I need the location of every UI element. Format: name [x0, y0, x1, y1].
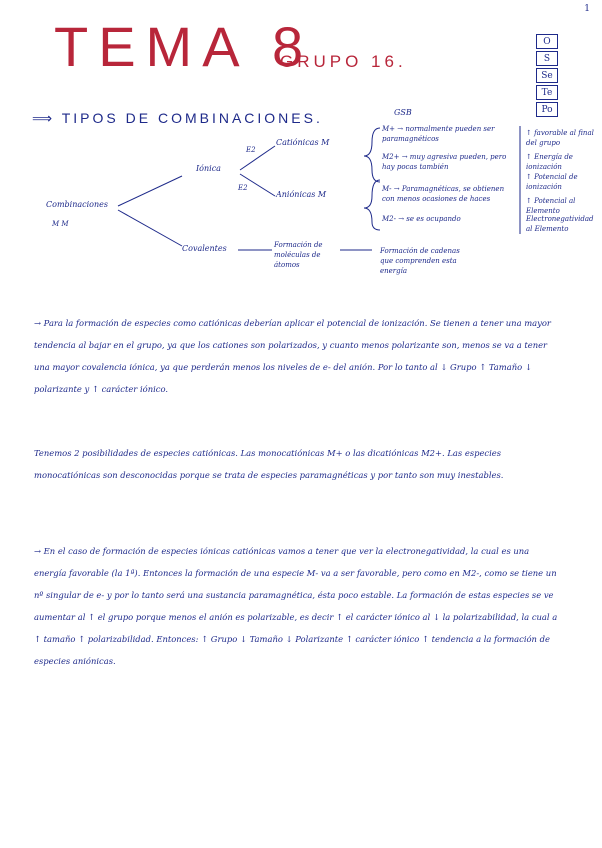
right-note-3: ↑ Potencial de ionización [526, 173, 578, 191]
element-po: Po [536, 102, 558, 117]
anions-label: Aniónicas M [276, 190, 327, 199]
section-heading-text: TIPOS DE COMBINACIONES. [61, 110, 323, 126]
diagram-root: Combinaciones [46, 200, 108, 209]
paragraph-anionic: → En el caso de formación de especies iónicas catiónicas vamos a tener que ver la electronegatividad, la cual es una energía favorable (la 1ª). Entonces la formación de una especie M- va a ser favorable, pero como en M2-, como se tiene un nº singular de e- y por lo tanto será una sustancia paramagnética, ésta poco estable. La formación de estas especies se ve aumentar al ↑ el grupo porque menos el anión es polarizable, es decir ↑ el carácter iónico al ↓ la polarizabilidad, la cual a ↑ tamaño ↑ polarizabilidad. Entonces: ↑ Grupo ↓ Tamaño ↓ Polarizante ↑ carácter iónico ↑ tendencia a la formación de especies aniónicas. [34, 546, 558, 666]
right-note-1: ↑ favorable al final del grupo [526, 129, 594, 147]
paragraph-cationic-types: Tenemos 2 posibilidades de especies catiónicas. Las monocatiónicas M+ o las dicatiónicas M2+. Las especies monocatiónicas son desconocidas porque se trata de especies paramagnéticas y por tanto son muy inestables. [34, 448, 504, 480]
branch-covalent: Covalentes [182, 244, 227, 253]
element-s: S [536, 51, 558, 66]
covalent-note: Formación de moléculas de átomos [274, 241, 323, 269]
arrow-right-icon: ⟹ [32, 110, 62, 126]
right-note-4: ↑ Potencial al Elemento [526, 197, 576, 215]
ionic-label-top: E2 [246, 146, 256, 154]
cation-note-2: M2+ → muy agresiva pueden, pero hay pocas también [382, 153, 507, 171]
cations-label: Catiónicas M [276, 138, 330, 147]
diagram-top-tag: GSB [394, 108, 412, 117]
diagram-root-tag: M M [52, 220, 69, 228]
page-title: TEMA 8 [54, 15, 314, 78]
right-note-5: Electronegatividad al Elemento [526, 215, 594, 233]
page-number: 1 [584, 4, 590, 14]
element-o: O [536, 34, 558, 49]
page-subtitle: GRUPO 16. [280, 52, 407, 71]
anion-note-1: M- → Paramagnéticas, se obtienen con menos ocasiones de haces [382, 185, 505, 203]
right-note-2: ↑ Energía de ionización [526, 153, 573, 171]
paragraph-cationic: → Para la formación de especies como catiónicas deberían aplicar el potencial de ionización. Se tienen a tener una mayor tendencia al bajar en el grupo, ya que los cationes son polarizados, y cuanto menos polarizante son, menos se va a tener una mayor covalencia iónica, ya que perderán menos los niveles de e- del anión. Por lo tanto al ↓ Grupo ↑ Tamaño ↓ polarizante y ↑ carácter iónico. [34, 318, 551, 394]
ionic-label-bottom: E2 [238, 184, 248, 192]
element-te: Te [536, 85, 558, 100]
anion-note-2: M2- → se es ocupando [382, 215, 461, 223]
covalent-result: Formación de cadenas que comprenden esta energía [380, 247, 460, 275]
branch-ionic: Iónica [196, 164, 221, 173]
element-se: Se [536, 68, 558, 83]
cation-note-1: M+ → normalmente pueden ser paramagnéticos [382, 125, 495, 143]
